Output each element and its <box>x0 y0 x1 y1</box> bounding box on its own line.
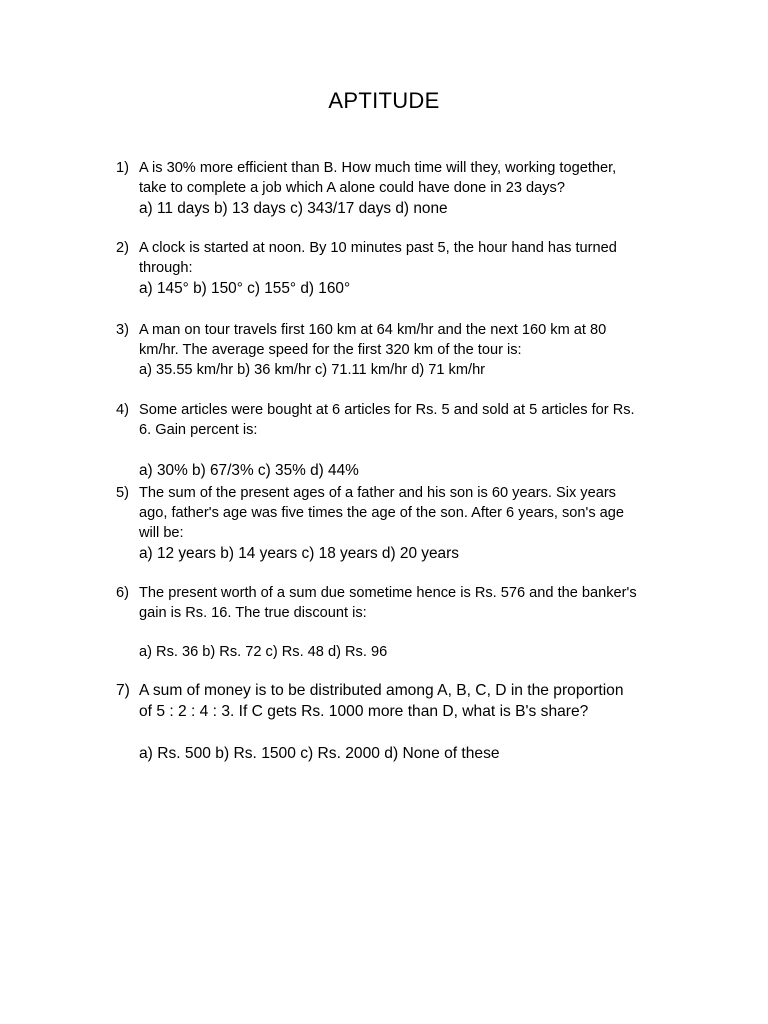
page-title: APTITUDE <box>328 88 440 113</box>
question-text: A sum of money is to be distributed among A, B, C, D in the proportion <box>139 682 624 699</box>
question-3 <box>116 320 676 380</box>
question-text: A is 30% more efficient than B. How much time will they, working together, <box>139 160 617 176</box>
question-number: 5) <box>116 485 129 501</box>
question-text: The present worth of a sum due sometime hence is Rs. 576 and the banker's <box>139 585 637 601</box>
question-text: through: <box>139 260 193 276</box>
question-text: 6. Gain percent is: <box>139 422 258 438</box>
question-text: Some articles were bought at 6 articles for Rs. 5 and sold at 5 articles for Rs. <box>139 402 635 418</box>
question-2 <box>116 238 676 299</box>
question-text: km/hr. The average speed for the first 320 km of the tour is: <box>139 342 522 358</box>
question-text: A man on tour travels first 160 km at 64 km/hr and the next 160 km at 80 <box>139 322 607 338</box>
question-text: The sum of the present ages of a father and his son is 60 years. Six years <box>139 485 616 501</box>
answer-options: a) Rs. 36 b) Rs. 72 c) Rs. 48 d) Rs. 96 <box>139 644 388 660</box>
question-1 <box>116 158 676 219</box>
question-text: ago, father's age was five times the age of the son. After 6 years, son's age <box>139 505 625 521</box>
question-5 <box>116 483 676 564</box>
question-text: will be: <box>139 525 184 541</box>
question-7 <box>116 680 676 764</box>
question-text: of 5 : 2 : 4 : 3. If C gets Rs. 1000 more than D, what is B's share? <box>139 703 589 720</box>
answer-options: a) 145° b) 150° c) 155° d) 160° <box>139 280 351 297</box>
answer-options: a) Rs. 500 b) Rs. 1500 c) Rs. 2000 d) None of these <box>139 745 500 762</box>
question-number: 6) <box>116 585 129 601</box>
answer-options: a) 30% b) 67/3% c) 35% d) 44% <box>139 462 359 479</box>
question-number: 1) <box>116 160 129 176</box>
answer-options: a) 11 days b) 13 days c) 343/17 days d) none <box>139 200 448 217</box>
question-text: take to complete a job which A alone could have done in 23 days? <box>139 180 565 196</box>
answer-options: a) 12 years b) 14 years c) 18 years d) 20 years <box>139 545 459 562</box>
question-number: 2) <box>116 240 129 256</box>
question-number: 4) <box>116 402 129 418</box>
question-6 <box>116 583 676 662</box>
question-text: A clock is started at noon. By 10 minutes past 5, the hour hand has turned <box>139 240 617 256</box>
question-number: 7) <box>116 682 130 699</box>
question-text: gain is Rs. 16. The true discount is: <box>139 605 367 621</box>
question-number: 3) <box>116 322 129 338</box>
answer-options: a) 35.55 km/hr b) 36 km/hr c) 71.11 km/hr d) 71 km/hr <box>139 362 486 378</box>
question-4 <box>116 400 676 481</box>
